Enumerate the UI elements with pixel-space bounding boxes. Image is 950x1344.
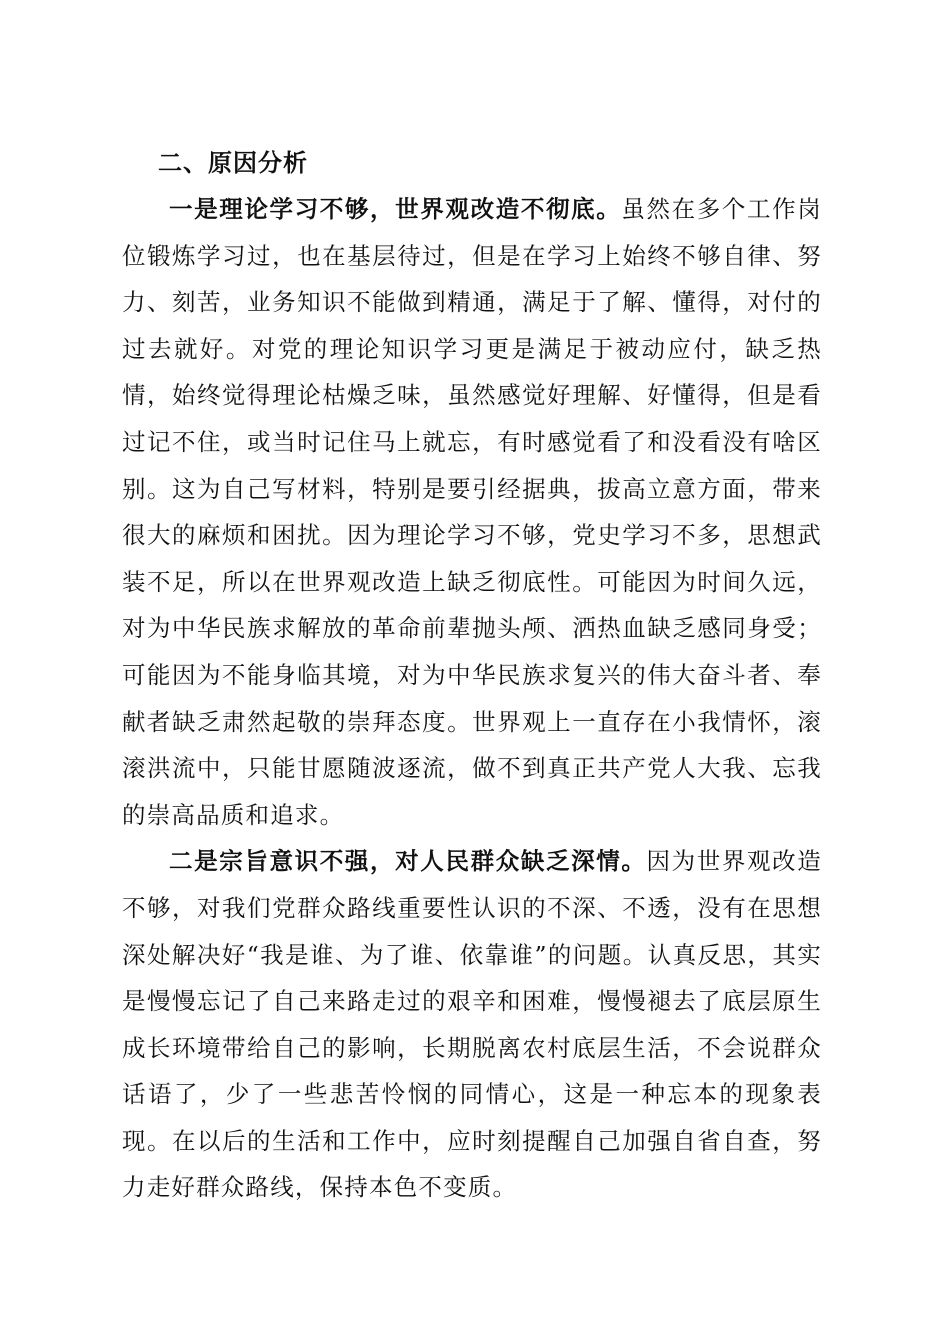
section-heading: 二、原因分析 xyxy=(158,149,308,177)
paragraph-lead: 二是宗旨意识不强，对人民群众缺乏深情。 xyxy=(169,847,647,876)
paragraph-theory-study xyxy=(122,186,822,838)
paragraph-purpose-awareness xyxy=(122,838,822,1211)
paragraph-lead: 一是理论学习不够，世界观改造不彻底。 xyxy=(169,195,622,223)
document-body xyxy=(122,140,822,1211)
paragraph-body: 虽然在多个工作岗位锻炼学习过，也在基层待过，但是在学习上始终不够自律、努力、刻苦，业务知识不能做到精通，满足于了解、懂得，对付的过去就好。对党的理论知识学习更是满足于被动应付，缺乏热情，始终觉得理论枯燥乏味，虽然感觉好理解、好懂得，但是看过记不住，或当时记住马上就忘，有时感觉看了和没看没有啥区别。这为自己写材料，特别是要引经据典，拔高立意方面，带来很大的麻烦和困扰。因为理论学习不够，党史学习不多，思想武装不足，所以在世界观改造上缺乏彻底性。可能因为时间久远，对为中华民族求解放的革命前辈抛头颅、洒热血缺乏感同身受；可能因为不能身临其境，对为中华民族求复兴的伟大奋斗者、奉献者缺乏肃然起敬的崇拜态度。世界观上一直存在小我情怀，滚滚洪流中，只能甘愿随波逐流，做不到真正共产党人大我、忘我的崇高品质和追求。 xyxy=(122,195,822,829)
paragraph-body: 因为世界观改造不够，对我们党群众路线重要性认识的不深、不透，没有在思想深处解决好“我是谁、为了谁、依靠谁”的问题。认真反思，其实是慢慢忘记了自己来路走过的艰辛和困难，慢慢褪去了底层原生成长环境带给自己的影响，长期脱离农村底层生活，不会说群众话语了，少了一些悲苦怜悯的同情心，这是一种忘本的现象表现。在以后的生活和工作中，应时刻提醒自己加强自省自查，努力走好群众路线，保持本色不变质。 xyxy=(122,847,822,1202)
